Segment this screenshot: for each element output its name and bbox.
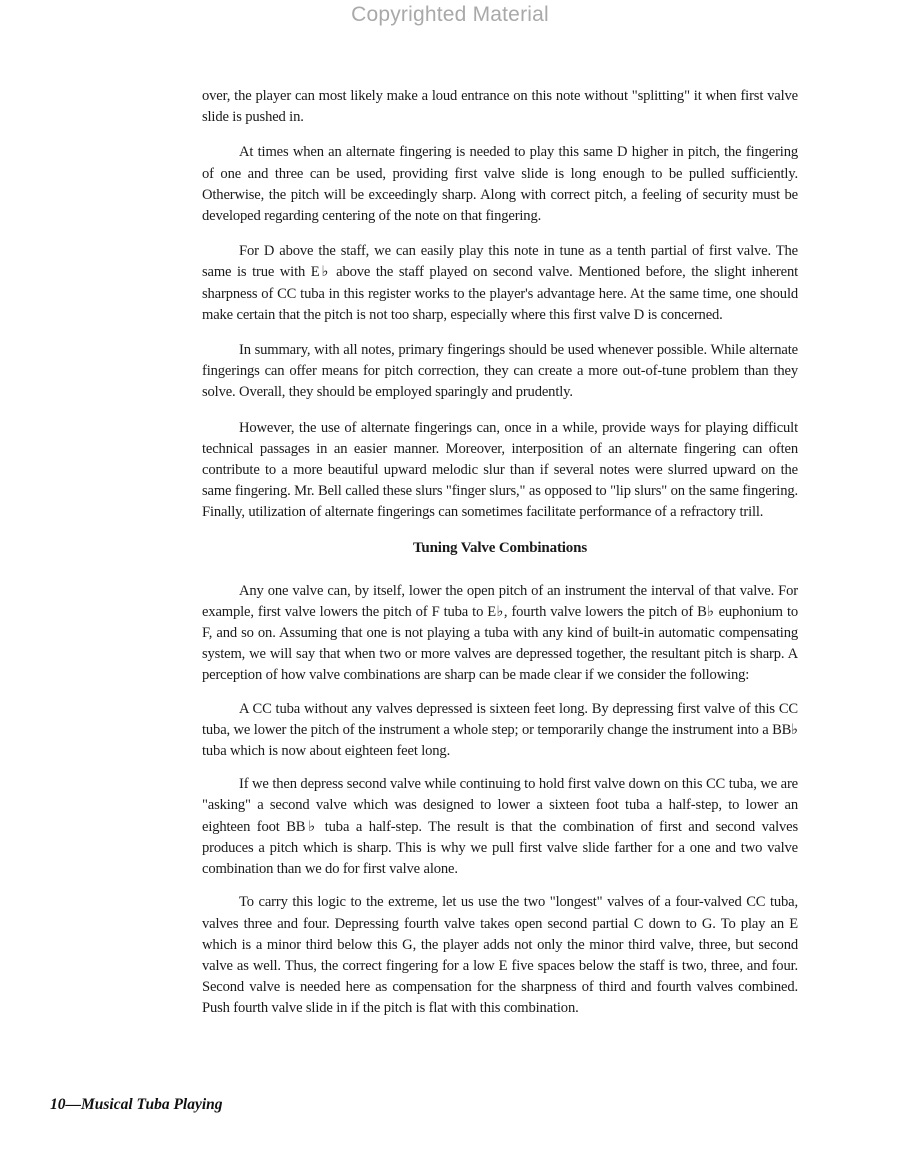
paragraph-second-valve: If we then depress second valve while continuing to hold first valve down on this CC tuba, we are "asking" a second valve which was designed to lower a sixteen foot tuba a half-step, to lower an eighteen foot BB♭ tuba a half-step. The result is that the combination of first and second valves produces a pitch which is sharp. This is why we pull first valve slide farther for a one and two valve combination than we do for first valve alone.: [202, 776, 798, 878]
page-body: [202, 86, 798, 1032]
paragraph-valve-interval: Any one valve can, by itself, lower the open pitch of an instrument the interval of that valve. For example, first valve lowers the pitch of F tuba to E♭, fourth valve lowers the pitch of B♭ euphonium to F, and so on. Assuming that one is not playing a tuba with any kind of built-in automatic compensating system, we will say that when two or more valves are depressed together, the resultant pitch is sharp. A perception of how valve combinations are sharp can be made clear if we consider the following:: [202, 582, 798, 684]
paragraph-cc-tuba-length: A CC tuba without any valves depressed is sixteen feet long. By depressing first valve of this CC tuba, we lower the pitch of the instrument a whole step; or temporarily change the instrument into a BB♭ tuba which is now about eighteen feet long.: [202, 700, 798, 760]
paragraph-summary: In summary, with all notes, primary fingerings should be used whenever possible. While alternate fingerings can offer means for pitch correction, they can create a more out-of-tune problem than they solve. Overall, they should be employed sparingly and prudently.: [202, 342, 798, 401]
paragraph-alternate-d: At times when an alternate fingering is needed to play this same D higher in pitch, the fingering of one and three can be used, providing first valve slide is long enough to be pulled sufficiently. Otherwise, the pitch will be exceedingly sharp. Along with correct pitch, a feeling of security must be developed regarding centering of the note on that fingering.: [202, 144, 798, 225]
paragraph-four-valve-logic: To carry this logic to the extreme, let us use the two "longest" valves of a four-valved CC tuba, valves three and four. Depressing fourth valve takes open second partial C down to G. To play an E which is a minor third below this G, the player adds not only the minor third valve, three, but second valve as well. Thus, the correct fingering for a low E five spaces below the staff is two, three, and four. Second valve is needed here as compensation for the sharpness of third and fourth valves combined. Push fourth valve slide in if the pitch is flat with this combination.: [202, 894, 798, 1017]
paragraph-d-above-staff: For D above the staff, we can easily play this note in tune as a tenth partial of first valve. The same is true with E♭ above the staff played on second valve. Mentioned before, the slight inherent sharpness of CC tuba in this register works to the player's advantage here. At the same time, one should make certain that the pitch is not too sharp, especially where this first valve D is concerned.: [202, 243, 798, 323]
section-heading: Tuning Valve Combinations: [412, 539, 588, 556]
copyright-watermark: Copyrighted Material: [351, 3, 549, 26]
paragraph-continuation: over, the player can most likely make a loud entrance on this note without "splitting" it when first valve slide is pushed in.: [202, 88, 798, 126]
paragraph-finger-slurs: However, the use of alternate fingerings can, once in a while, provide ways for playing difficult technical passages in an easier manner. Moreover, interposition of an alternate fingering can often contribute to a more beautiful upward melodic slur than if several notes were slurred upward on the same fingering. Mr. Bell called these slurs "finger slurs," as opposed to "lip slurs" on the same fingering. Finally, utilization of alternate fingerings can sometimes facilitate performance of a refractory trill.: [202, 419, 798, 521]
page-footer: 10—Musical Tuba Playing: [50, 1096, 223, 1113]
